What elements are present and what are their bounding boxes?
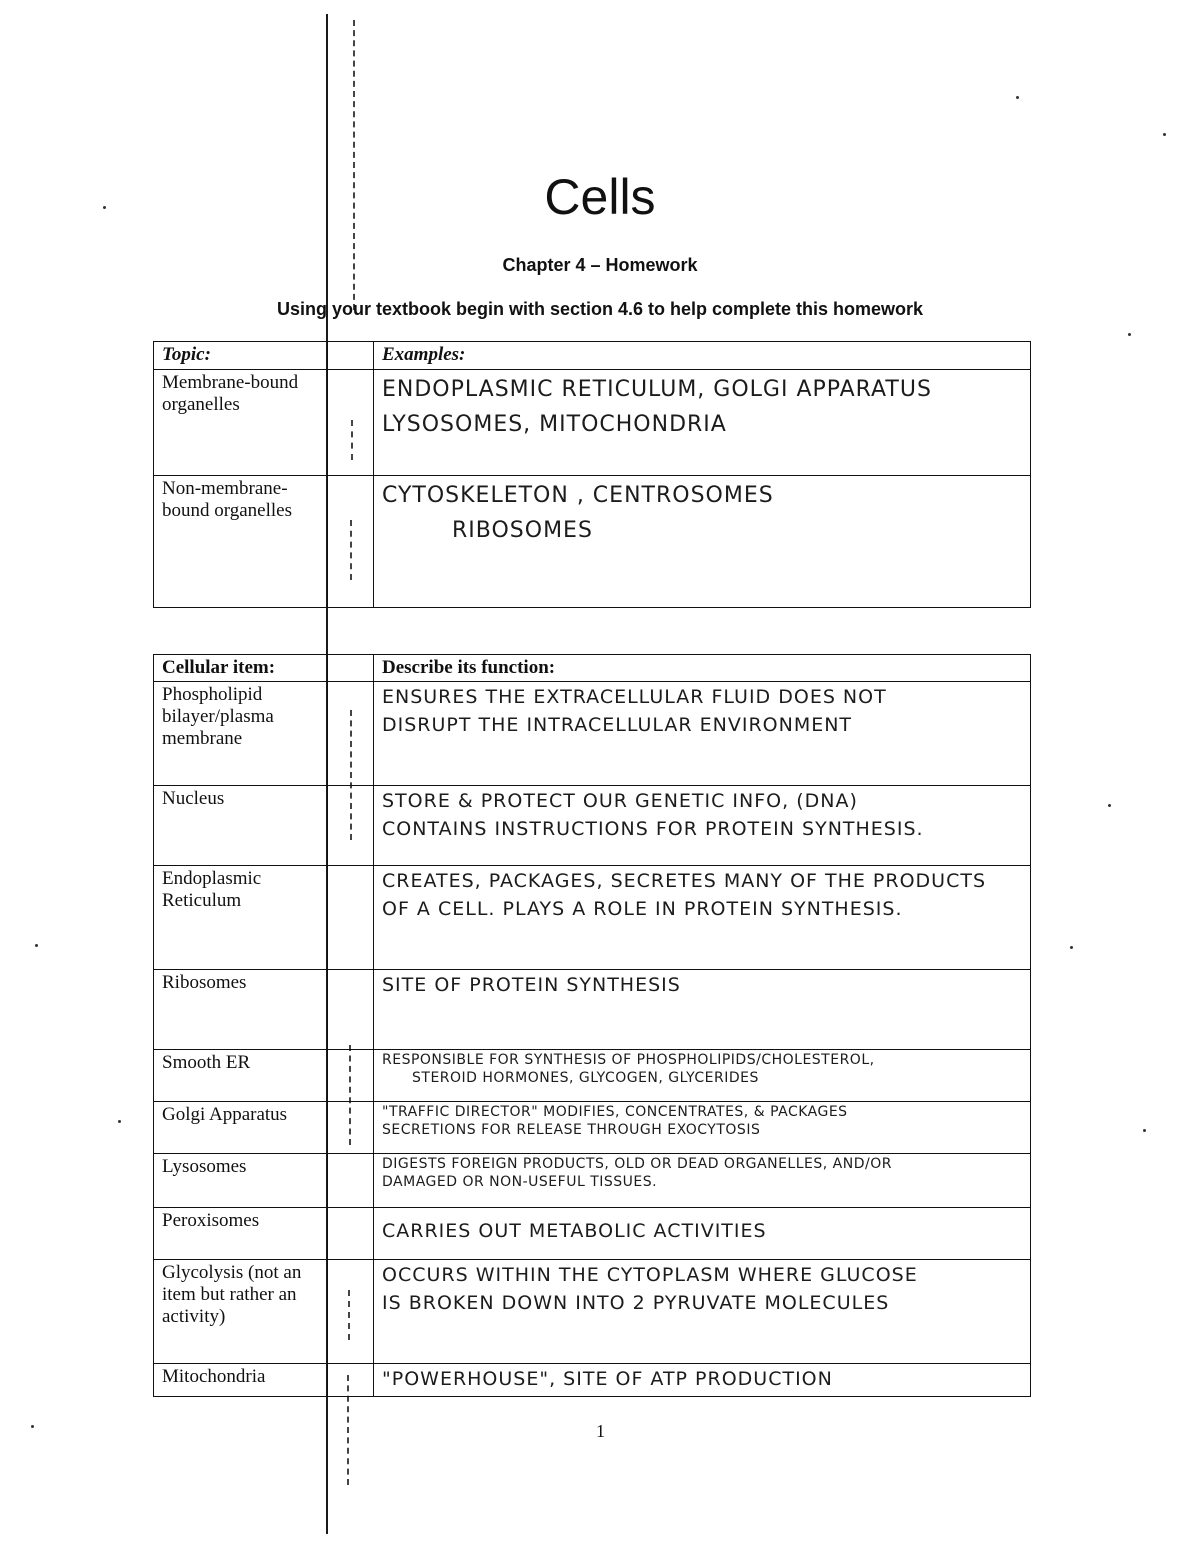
spacer-cell	[328, 1208, 374, 1260]
item-cell: Smooth ER	[154, 1050, 328, 1102]
item-cell: Phospholipid bilayer/plasma membrane	[154, 682, 328, 786]
cellular-item-header: Cellular item:	[154, 655, 328, 682]
topic-cell: Membrane-bound organelles	[154, 370, 328, 476]
table-row	[154, 1050, 1031, 1102]
spacer-cell	[328, 476, 374, 608]
table-row	[154, 476, 1031, 608]
table-row	[154, 1364, 1031, 1397]
function-line: ENSURES THE EXTRACELLULAR FLUID DOES NOT	[382, 686, 887, 708]
function-line: CONTAINS INSTRUCTIONS FOR PROTEIN SYNTHESIS.	[382, 817, 924, 840]
organelles-table	[153, 341, 1031, 608]
function-cell	[374, 970, 1031, 1050]
function-line: CARRIES OUT METABOLIC ACTIVITIES	[382, 1220, 767, 1242]
topic-header: Topic:	[154, 342, 328, 370]
function-line: CREATES, PACKAGES, SECRETES MANY OF THE PRODUCTS	[382, 870, 987, 892]
item-cell: Lysosomes	[154, 1154, 328, 1208]
spacer-cell	[328, 1050, 374, 1102]
spacer-cell	[328, 970, 374, 1050]
item-cell: Endoplasmic Reticulum	[154, 866, 328, 970]
examples-line: RIBOSOMES	[452, 518, 593, 544]
function-line: "TRAFFIC DIRECTOR" MODIFIES, CONCENTRATES, & PACKAGES	[382, 1104, 848, 1120]
spacer-cell	[328, 1260, 374, 1364]
examples-cell	[374, 370, 1031, 476]
function-line: IS BROKEN DOWN INTO 2 PYRUVATE MOLECULES	[382, 1291, 890, 1314]
function-header: Describe its function:	[374, 655, 1031, 682]
item-cell: Peroxisomes	[154, 1208, 328, 1260]
spacer-cell	[328, 1154, 374, 1208]
scan-speck	[1128, 333, 1131, 336]
table-row	[154, 970, 1031, 1050]
item-cell: Glycolysis (not an item but rather an activity)	[154, 1260, 328, 1364]
scan-speck	[35, 944, 38, 947]
function-line: OF A CELL. PLAYS A ROLE IN PROTEIN SYNTHESIS.	[382, 897, 903, 920]
function-cell	[374, 1260, 1031, 1364]
spacer-cell	[328, 1102, 374, 1154]
table-row	[154, 370, 1031, 476]
function-cell	[374, 1050, 1031, 1102]
spacer-cell	[328, 342, 374, 370]
table-row	[154, 1154, 1031, 1208]
examples-cell	[374, 476, 1031, 608]
spacer-cell	[328, 682, 374, 786]
page-subtitle: Chapter 4 – Homework	[502, 255, 698, 275]
function-line: STEROID HORMONES, GLYCOGEN, GLYCERIDES	[412, 1069, 759, 1086]
function-line: DISRUPT THE INTRACELLULAR ENVIRONMENT	[382, 713, 853, 736]
table-row	[154, 1208, 1031, 1260]
scan-speck	[1070, 946, 1073, 949]
item-cell: Ribosomes	[154, 970, 328, 1050]
table-row	[154, 682, 1031, 786]
scan-speck	[1143, 1129, 1146, 1132]
function-cell	[374, 786, 1031, 866]
spacer-cell	[328, 655, 374, 682]
function-line: SITE OF PROTEIN SYNTHESIS	[382, 974, 681, 996]
spacer-cell	[328, 370, 374, 476]
scan-speck	[118, 1120, 121, 1123]
function-table	[153, 654, 1031, 1397]
item-cell: Golgi Apparatus	[154, 1102, 328, 1154]
function-line: OCCURS WITHIN THE CYTOPLASM WHERE GLUCOSE	[382, 1264, 918, 1286]
page-number: 1	[596, 1421, 605, 1441]
function-line: DIGESTS FOREIGN PRODUCTS, OLD OR DEAD ORGANELLES, AND/OR	[382, 1156, 892, 1172]
page-title: Cells	[544, 169, 656, 225]
examples-line: LYSOSOMES, MITOCHONDRIA	[382, 412, 727, 438]
function-cell	[374, 866, 1031, 970]
examples-line: CYTOSKELETON , CENTROSOMES	[382, 483, 774, 508]
function-cell	[374, 1154, 1031, 1208]
function-line: RESPONSIBLE FOR SYNTHESIS OF PHOSPHOLIPIDS/CHOLESTEROL,	[382, 1052, 875, 1068]
table-row	[154, 866, 1031, 970]
spacer-cell	[328, 1364, 374, 1397]
spacer-cell	[328, 866, 374, 970]
function-cell	[374, 1102, 1031, 1154]
scan-speck	[31, 1425, 34, 1428]
table-row	[154, 786, 1031, 866]
scan-speck	[1016, 96, 1019, 99]
function-cell	[374, 682, 1031, 786]
instructions-text: Using your textbook begin with section 4.6 to help complete this homework	[276, 299, 924, 319]
examples-header: Examples:	[374, 342, 1031, 370]
item-cell: Mitochondria	[154, 1364, 328, 1397]
scan-speck	[1163, 133, 1166, 136]
table-header-row	[154, 655, 1031, 682]
table-header-row	[154, 342, 1031, 370]
scan-speck	[1108, 804, 1111, 807]
function-line: SECRETIONS FOR RELEASE THROUGH EXOCYTOSIS	[382, 1121, 761, 1138]
spacer-cell	[328, 786, 374, 866]
examples-line: ENDOPLASMIC RETICULUM, GOLGI APPARATUS	[382, 377, 932, 402]
table-row	[154, 1260, 1031, 1364]
function-line: DAMAGED OR NON-USEFUL TISSUES.	[382, 1173, 658, 1190]
item-cell: Nucleus	[154, 786, 328, 866]
function-line: STORE & PROTECT OUR GENETIC INFO, (DNA)	[382, 790, 858, 812]
table-row	[154, 1102, 1031, 1154]
function-cell	[374, 1208, 1031, 1260]
topic-cell: Non-membrane-bound organelles	[154, 476, 328, 608]
function-cell	[374, 1364, 1031, 1397]
function-line: "POWERHOUSE", SITE OF ATP PRODUCTION	[382, 1368, 833, 1390]
